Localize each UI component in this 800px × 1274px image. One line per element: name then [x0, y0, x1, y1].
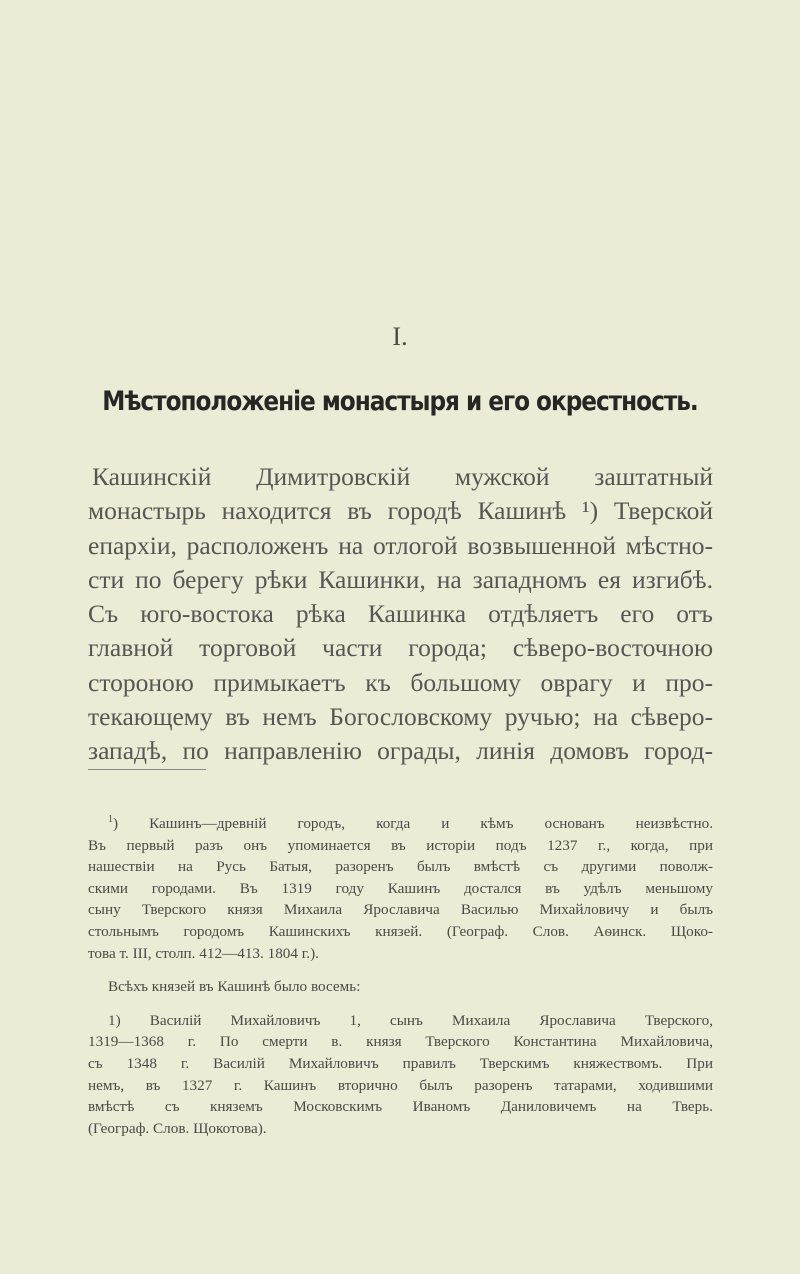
body-line: западѣ, по направленію ограды, линія домовъ город- — [88, 736, 713, 766]
body-line: епархіи, расположенъ на отлогой возвышенной мѣстно- — [88, 530, 713, 560]
footnote-line: това т. III, столп. 412—413. 1804 г.). — [88, 944, 319, 962]
footnote-line: Въ первый разъ онъ упоминается въ исторіи подъ 1237 г., когда, при — [88, 836, 713, 854]
body-line: сти по берегу рѣки Кашинки, на западномъ ея изгибѣ. — [88, 564, 713, 594]
footnote-line: (Географ. Слов. Щокотова). — [88, 1119, 267, 1137]
footnote-line: $^1$) Кашинъ—древній городъ, когда и кѣмъ основанъ неизвѣстно. — [108, 813, 713, 832]
footnote-line: 1319—1368 г. По смерти в. князя Тверского Константина Михайловича, — [88, 1033, 713, 1051]
footnote — [88, 813, 713, 1139]
body-line: Кашинскій Димитровскій мужской заштатный — [92, 462, 713, 491]
footnote-line: сыну Тверского князя Михаила Ярославича Василью Михайловичу и былъ — [88, 901, 713, 919]
footnote-line: стольнымъ городомъ Кашинскихъ князей. (Географ. Слов. Аѳинск. Щоко- — [88, 922, 713, 940]
body-line: Съ юго-востока рѣка Кашинка отдѣляетъ его отъ — [88, 599, 713, 629]
footnote-marker: 1 — [108, 813, 113, 825]
chapter-number: I. — [392, 322, 408, 351]
body-line: стороною примыкаетъ къ большому оврагу и про- — [88, 667, 713, 697]
chapter-title: Мѣстоположеніе монастыря и его окрестность. — [102, 386, 698, 417]
body-text — [88, 460, 713, 769]
footnote-line: скими городами. Въ 1319 году Кашинъ достался въ удѣлъ меньшому — [88, 879, 713, 897]
footnote-line: немъ, въ 1327 г. Кашинъ вторично былъ разоренъ татарами, ходившими — [88, 1076, 713, 1094]
footnote-line: 1) Василій Михайловичъ 1, сынъ Михаила Ярославича Тверского, — [108, 1011, 713, 1029]
body-line: монастырь находится въ городѣ Кашинѣ ¹) Тверской — [88, 496, 713, 526]
footnote-line: Всѣхъ князей въ Кашинѣ было восемь: — [108, 978, 361, 996]
footnote-line: вмѣстѣ съ княземъ Московскимъ Иваномъ Даниловичемъ на Тверь. — [88, 1098, 713, 1116]
body-line: главной торговой части города; сѣверо-восточною — [88, 633, 713, 663]
body-line: текающему въ немъ Богословскому ручью; на сѣверо- — [88, 702, 713, 732]
footnote-line: нашествіи на Русь Батыя, разоренъ былъ вмѣстѣ съ другими поволж- — [88, 858, 713, 876]
footnote-separator — [88, 769, 206, 770]
footnote-line: съ 1348 г. Василій Михайловичъ правилъ Тверскимъ княжествомъ. При — [88, 1054, 713, 1072]
